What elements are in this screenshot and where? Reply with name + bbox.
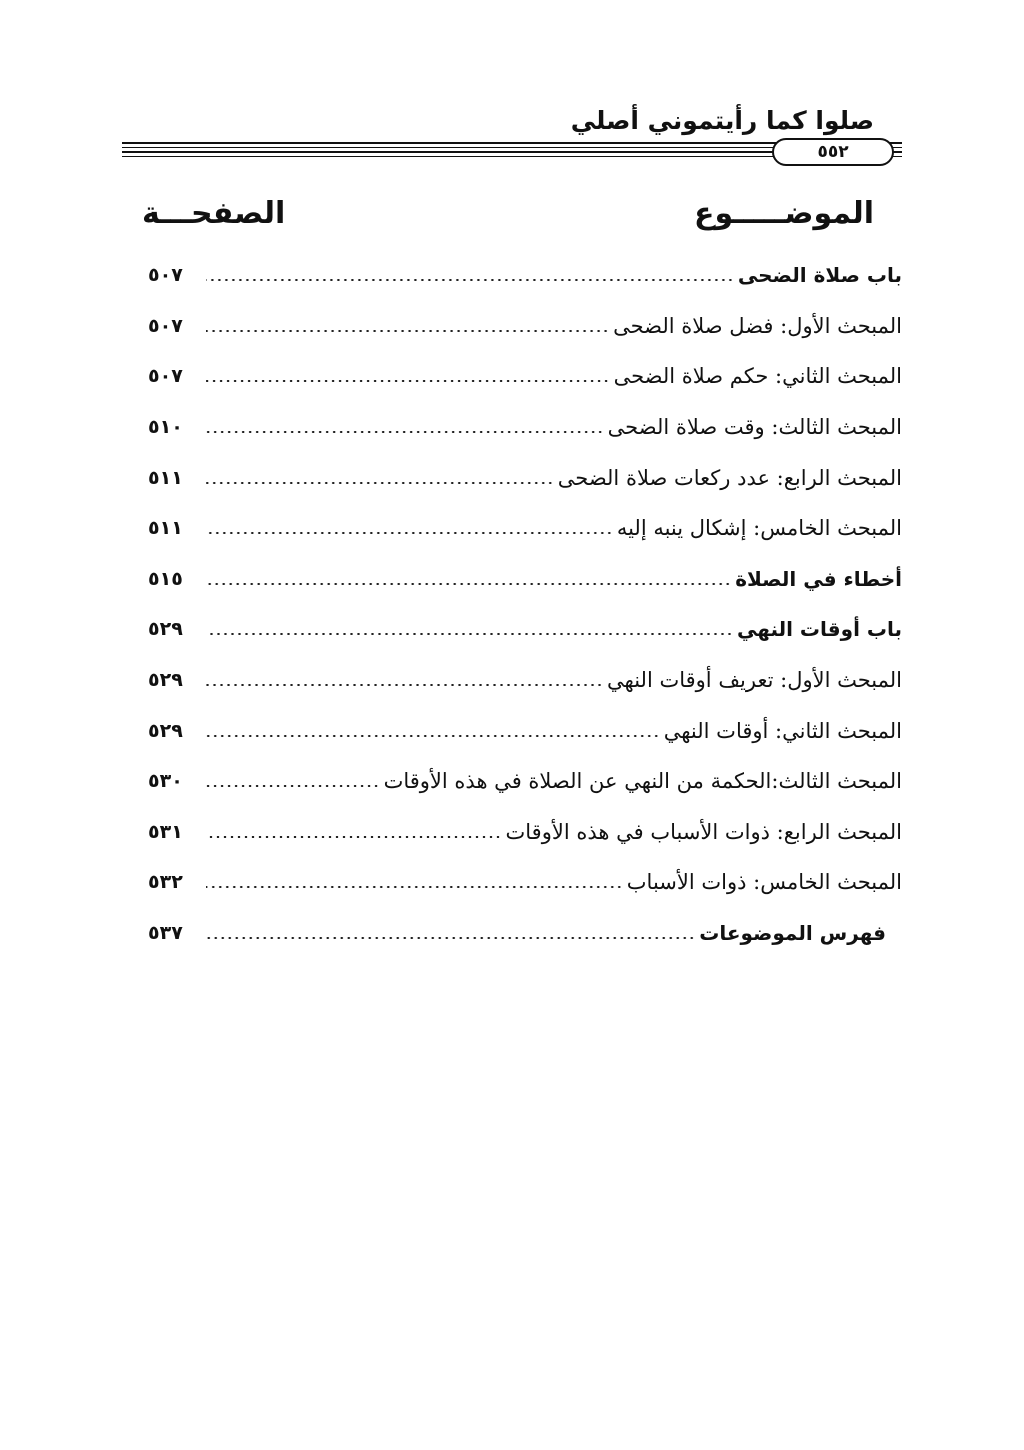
dot-leader (206, 482, 554, 484)
table-of-contents (148, 250, 902, 958)
toc-entry-title: أخطاء في الصلاة (735, 566, 902, 591)
toc-entry (148, 705, 902, 756)
dot-leader (206, 380, 610, 382)
toc-entry-page: ٥٣٠ (148, 770, 183, 793)
toc-entry (148, 604, 902, 655)
toc-entry-page: ٥٣٢ (148, 871, 183, 894)
toc-entry (148, 908, 902, 959)
toc-entry-page: ٥١٥ (148, 567, 183, 590)
toc-entry (148, 301, 902, 352)
dot-leader (206, 633, 733, 635)
dot-leader (206, 886, 623, 888)
toc-entry-title: باب أوقات النهي (737, 617, 902, 642)
dot-leader (206, 431, 604, 433)
toc-entry-title: المبحث الثالث: وقت صلاة الضحى (607, 415, 902, 440)
toc-entry (148, 554, 902, 605)
toc-entry (148, 351, 902, 402)
toc-entry (148, 402, 902, 453)
toc-entry (148, 452, 902, 503)
toc-entry (148, 756, 902, 807)
toc-entry-page: ٥١١ (148, 466, 183, 489)
dot-leader (206, 735, 660, 737)
toc-entry-title: المبحث الرابع: عدد ركعات صلاة الضحى (557, 465, 902, 490)
toc-entry-title: المبحث الخامس: ذوات الأسباب (626, 870, 902, 895)
toc-entry-page: ٥١١ (148, 517, 183, 540)
toc-entry-page: ٥٣٧ (148, 922, 183, 945)
toc-entry-page: ٥٠٧ (148, 365, 183, 388)
toc-entry (148, 503, 902, 554)
toc-entry (148, 807, 902, 858)
dot-leader (206, 836, 502, 838)
toc-entry-page: ٥٠٧ (148, 314, 183, 337)
toc-entry-page: ٥٠٧ (148, 264, 183, 287)
toc-entry-page: ٥٣١ (148, 820, 183, 843)
toc-entry-page: ٥٢٩ (148, 618, 183, 641)
toc-entry-title: المبحث الخامس: إشكال ينبه إليه (616, 516, 902, 541)
page-column-heading: الصفحـــة (142, 196, 286, 231)
toc-entry (148, 857, 902, 908)
dot-leader (206, 279, 734, 281)
dot-leader (206, 937, 695, 939)
toc-entry-title: المبحث الثالث:الحكمة من النهي عن الصلاة في هذه الأوقات (383, 769, 902, 794)
topic-column-heading: الموضـــــوع (693, 196, 874, 231)
toc-entry (148, 655, 902, 706)
toc-entry-page: ٥١٠ (148, 416, 183, 439)
toc-entry-page: ٥٢٩ (148, 719, 183, 742)
dot-leader (206, 330, 609, 332)
toc-entry-title: المبحث الأول: فضل صلاة الضحى (613, 313, 902, 338)
page-number: ٥٥٢ (772, 138, 894, 166)
dot-leader (206, 684, 603, 686)
toc-entry-title: المبحث الثاني: حكم صلاة الضحى (613, 364, 902, 389)
running-header-title: صلوا كما رأيتموني أصلي (570, 106, 874, 135)
toc-entry-title: فهرس الموضوعات (699, 921, 886, 946)
dot-leader (206, 785, 380, 787)
toc-entry-title: المبحث الرابع: ذوات الأسباب في هذه الأوقات (505, 819, 902, 844)
header-rule (122, 141, 902, 161)
toc-entry (148, 250, 902, 301)
dot-leader (206, 583, 731, 585)
toc-entry-title: المبحث الأول: تعريف أوقات النهي (607, 668, 902, 693)
toc-entry-title: باب صلاة الضحى (737, 263, 902, 288)
toc-entry-page: ٥٢٩ (148, 669, 183, 692)
dot-leader (206, 532, 613, 534)
toc-entry-title: المبحث الثاني: أوقات النهي (663, 718, 902, 743)
